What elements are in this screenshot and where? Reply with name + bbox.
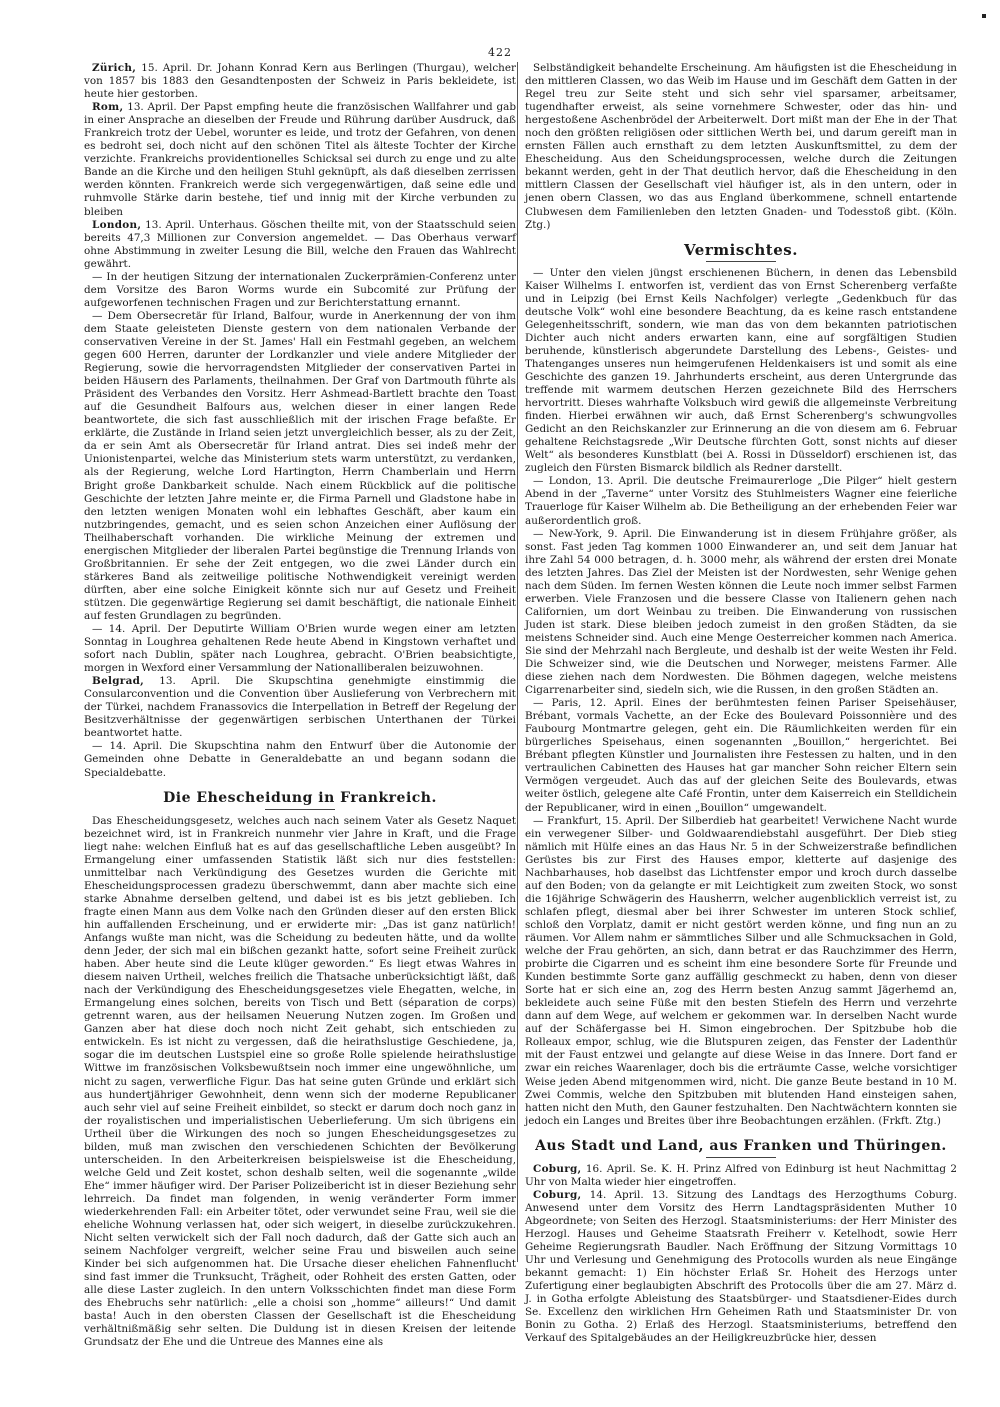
- news-item: [525, 267, 957, 476]
- left-column: [84, 62, 516, 1350]
- heading-rule: [706, 1157, 776, 1158]
- news-item: [84, 219, 516, 271]
- news-item: [84, 62, 516, 101]
- news-text: 16. April. Se. K. H. Prinz Alfred von Edinburg ist heut Nachmittag 2 Uhr von Malta wieder hier eingetroffen.: [525, 1162, 957, 1188]
- dateline: Belgrad,: [92, 675, 145, 688]
- dateline: Rom,: [92, 101, 124, 114]
- right-column: [525, 62, 957, 1345]
- page-number: 422: [488, 46, 512, 59]
- news-item: [84, 815, 516, 1350]
- news-item: [84, 623, 516, 675]
- news-text: — Paris, 12. April. Eines der berühmtesten feinen Pariser Speisehäuser, Brébant, vormals Vachette, an der Ecke des Boulevard Poissonnière und des Faubourg Montmartre gelegen, geht ein. Die Räumlichkeiten werden für ein bürgerliches Speisehaus, einen sogenannten „Bouillon,“ hergerichtet. Bei Brébant pflegten Künstler und Journalisten ihre Festessen zu halten, und in den vertraulichen Cabinetten des Hauses hat gar mancher Sohn reicher Eltern sein Vermögen vergeudet. Auch das auf der gleichen Seite des Boulevards, etwas weiter östlich, gelegene alte Café Frontin, unter dem Kaiserreich ein Stelldichein der Republicaner, wird in einen „Bouillon“ umgewandelt.: [525, 697, 957, 814]
- section-heading: Aus Stadt und Land, aus Franken und Thüringen.: [535, 1137, 947, 1154]
- news-text: 14. April. 13. Sitzung des Landtags des Herzogthums Coburg. Anwesend unter dem Vorsitz des Herrn Landtagspräsidenten Muther 10 Abgeordnete; von Seiten des Herzogl. Staatsministeriums: der Herr Minister des Herzogl. Hauses und Geheime Staatsrath Freiherr v. Ketelhodt, sowie Herr Geheime Regierungsrath Baudler. Nach Eröffnung der Sitzung Vormittags 10 Uhr und Verlesung und Genehmigung des Protocolls wurden als neue Eingänge bekannt gemacht: 1) Ein höchster Erlaß Sr. Hoheit des Herzogs unter Zufertigung einer beglaubigten Abschrift des Protocolls über die am 27. März d. J. in Gotha erfolgte Ableistung des Staatsbürger- und Staatsdiener-Eides durch Se. Excellenz den wirklichen Hrn Geheimen Rath und Staatsminister Dr. von Bonin zu Gotha. 2) Erlaß des Herzogl. Staatsministeriums, betreffend den Verkauf des Spitalgebäudes an der Heiligkreuzbrücke hier, dessen: [525, 1188, 957, 1345]
- news-text: Selbständigkeit behandelte Erscheinung. Am häufigsten ist die Ehescheidung in den mittleren Classen, wo das Weib im Hause und im Geschäft dem Gatten in der Regel treu zur Seite steht und sich sehr viel sparsamer, arbeitsamer, tugendhafter erweist, als seine vornehmere Schwester, oder das hin- und hergestoßene Aschenbrödel der Arbeiterwelt. Dort mißt man der Ehe in der That noch den größten religiösen oder sittlichen Werth bei, und darum gereift man in ernsten Fällen auch ernsthaft zu dem letzten Auskunftsmittel, zu dem der Ehescheidung. Aus den Scheidungsprocessen, welche durch die Zeitungen bekannt werden, geht in der That deutlich hervor, daß die Ehescheidung in den mittlern Classen der Gesellschaft viel häufiger ist, als in den untern, oder in jenen obern Classen, wo das aus England überkommene, schnell entartende Clubwesen dem Familienleben den letzten Gnaden- und Todesstoß gibt. (Köln. Ztg.): [525, 62, 957, 231]
- news-text: — Unter den vielen jüngst erschienenen Büchern, in denen das Lebensbild Kaiser Wilhelms I. entworfen ist, verdient das von Ernst Scherenberg verfaßte und in Leipzig (bei Ernst Keils Nachfolger) verlegte „Gedenkbuch für das deutsche Volk“ wohl eine besondere Beachtung, da es keine rasch entstandene Gelegenheitsschrift, sondern, wie man das von dem bekannten patriotischen Dichter auch nicht anders erwarten kann, eine auf sorgfältigen Studien beruhende, künstlerisch abgerundete Darstellung des Lebens-, Geistes- und Thatenganges unseres nun heimgerufenen Heldenkaisers ist und somit als eine Geschichte des ganzen 19. Jahrhunderts erscheint, aus deren Untergrunde das treffende mit warmem deutschen Herzen gezeichnete Bild des Herrschers hervortritt. Dieses wahrhafte Volksbuch wird gewiß die allgemeinste Verbreitung finden. Hierbei erwähnen wir auch, daß Ernst Scherenberg's schwungvolles Gedicht an den Reichskanzler zur Erinnerung an die von diesem am 6. Februar gehaltene Reichstagsrede „Wir Deutsche fürchten Gott, sonst nichts auf dieser Welt“ als besonderes Kunstblatt (bei A. Rossi in Düsseldorf) erschienen ist, das zugleich den Fürsten Bismarck bildlich als Redner darstellt.: [525, 266, 957, 475]
- section-heading: Vermischtes.: [684, 240, 798, 259]
- news-text: Das Ehescheidungsgesetz, welches auch nach seinem Vater als Gesetz Naquet bezeichnet wird, ist in Frankreich nunmehr vier Jahre in Kraft, und die Frage liegt nahe: welchen Einfluß hat es auf das gesellschaftliche Leben ausgeübt? In Ermangelung einer umfassenden Statistik läßt sich nur dies feststellen: unmittelbar nach Verkündigung des Gesetzes wurden die Gerichte mit Ehescheidungsprocessen gradezu überschwemmt, dann aber machte sich eine starke Abnahme derselben geltend, und dabei ist es bis jetzt geblieben. Ich fragte einen Mann aus dem Volke nach den Gründen dieser auf den ersten Blick hin auffallenden Erscheinung, und er erwiderte mir: „Das ist ganz natürlich! Anfangs wußte man nicht, was die Scheidung zu bedeuten hätte, und da wollte denn Jeder, der sich mal ein bißchen gezankt hatte, sofort seine Freiheit zurück haben. Aber heute sind die Leute klüger geworden.“ Es liegt etwas Wahres in diesem naiven Urtheil, welches freilich die Thatsache unberücksichtigt läßt, daß nach der Verkündigung des Ehescheidungsgesetzes viele Ehegatten, welche, in Ermangelung eines solchen, bereits von Tisch und Bett (séparation de corps) getrennt waren, aus der heilsamen Neuerung Nutzen zogen. Im Großen und Ganzen aber hat diese doch noch nicht Zeit gehabt, sich entschieden zu entwickeln. Es ist nicht zu vergessen, daß die heirathslustige Geschiedene, ja, sogar die im deutschen Lustspiel eine so große Rolle spielende heirathslustige Wittwe im französischen Volksbewußtsein noch immer eine ungewöhnliche, um nicht zu sagen, verwerfliche Figur. Das hat seine guten Gründe und erklärt sich aus hundertjähriger Gewohnheit, denn wenn sich der moderne Republicaner auch sehr viel auf seine Freiheit einbildet, so steckt er darum doch noch ganz in der royalistischen und imperialistischen Ueberlieferung. Um sich übrigens ein Urtheil über die Wirkungen des noch so jungen Ehescheidungsgesetzes zu bilden, muß man zwischen den verschiedenen Schichten der Bevölkerung unterscheiden. In den Arbeiterkreisen beispielsweise ist die Ehescheidung, welche Geld und Zeit kostet, schon deshalb selten, weil die sogenannte „wilde Ehe“ immer häufiger wird. Der Pariser Polizeibericht ist in dieser Beziehung sehr lehrreich. Da findet man folgenden, in wenig veränderter Form immer wiederkehrenden Fall: ein Arbeiter tötet, oder verwundet seine Frau, weil sie die eheliche Wohnung verlassen hat, oder sich weigert, in dieselbe zurückzukehren. Nicht selten verwickelt sich der Fall noch dadurch, daß der Gatte sich auch an seinem Nachfolger vergreift, welcher seine Frau und bisweilen auch seine Kinder bei sich aufgenommen hat. Die Ursache dieser ehelichen Fahnenflucht sind fast immer die Trunksucht, Trägheit, oder Rohheit des ersten Gatten, oder alle diese Laster zugleich. In den untern Volksschichten findet man diese Form des Ehebruchs sehr natürlich: „elle a choisi son „homme“ ailleurs!“ Und damit basta! Auch in den obersten Classen der Gesellschaft ist die Ehescheidung verhältnißmäßig sehr selten. Die Duldung ist in diesen Kreisen der leitende Grundsatz der Ehe und die Untreue des Mannes eine als: [84, 814, 516, 1349]
- news-text: 13. April. Unterhaus. Göschen theilte mit, von der Staatsschuld seien bereits 47,3 Millionen zur Conversion angemeldet. — Das Oberhaus verwarf ohne Abstimmung in zweiter Lesung die Bill, welche den Frauen das Wahlrecht gewährt.: [84, 218, 516, 270]
- news-text: — 14. April. Der Deputirte William O'Brien wurde wegen einer am letzten Sonntag in Loughrea gehaltenen Rede heute Abend in Kingstown verhaftet und sofort nach Dublin, später nach Loughrea, gebracht. O'Brien beabsichtigte, morgen in Wexford einer Versammlung der Nationalliberalen beizuwohnen.: [84, 623, 516, 675]
- section-heading: Die Ehescheidung in Frankreich.: [163, 789, 437, 806]
- dateline: Coburg,: [533, 1188, 582, 1201]
- news-item: [525, 1163, 957, 1189]
- dateline: Coburg,: [533, 1162, 582, 1175]
- page-corner-mark: [982, 14, 986, 18]
- news-item: [525, 528, 957, 698]
- news-text: — 14. April. Die Skupschtina nahm den Entwurf über die Autonomie der Gemeinden ohne Debatte in Generaldebatte an und begann sodann die Specialdebatte.: [84, 740, 516, 779]
- news-item: [84, 271, 516, 310]
- news-text: — Dem Obersecretär für Irland, Balfour, wurde in Anerkennung der von ihm dem Staate geleisteten Dienste gestern von dem nationalen Verbande der conservativen Vereine in der St. James' Hall ein Festmahl gegeben, an welchem gegen 600 Herren, darunter der Lordkanzler und viele andere Mitglieder der Regierung, sowie die hervorragendsten Mitglieder der conservativen Partei in beiden Häusern des Parlaments, theilnahmen. Der Graf von Dartmouth führte als Präsident des Verbandes den Vorsitz. Herr Ashmead-Bartlett brachte den Toast auf die Gesundheit Balfours aus, welchen dieser in einer langen Rede beantwortete, die sich fast ausschließlich mit der irischen Frage befaßte. Er erklärte, die Zustände in Irland seien jetzt unvergleichlich besser, als zu der Zeit, da er sein Amt als Obersecretär für Irland antrat. Dies sei indeß mehr der Unionistenpartei, welche das Ministerium stets warm unterstützt, zu verdanken, als der Regierung, welche Lord Hartington, Herrn Chamberlain und Herrn Bright große Dankbarkeit schulde. Nach einem Rückblick auf die politische Geschichte der letzten Jahre meinte er, die Firma Parnell und Gladstone habe in den letzten wenigen Monaten wohl ein lebhaftes Geschäft, aber kaum ein nutzbringendes, gemacht, und es seien schon Anzeichen einer Auflösung der Theilhaberschaft vorhanden. Die wirkliche Meinung der extremen und energischen Mitglieder der liberalen Partei begünstige die Trennung Irlands von Großbritannien. Er sehe der Zeit entgegen, wo die zwei Länder durch ein stärkeres Band als zeitweilige politische Nothwendigkeit vereinigt werden dürften, aber eine solche Einigkeit könnte sich nur auf Gesetz und Freiheit stützen. Die gegenwärtige Regierung sei damit beschäftigt, die nationale Einheit auf festen Grundlagen zu begründen.: [84, 309, 516, 622]
- news-text: — New-York, 9. April. Die Einwanderung ist in diesem Frühjahre größer, als sonst. Fast jeden Tag kommen 1000 Einwanderer an, und seit dem Januar hat ihre Zahl 54 000 betragen, d. h. 3000 mehr, als während der ersten drei Monate des letzten Jahres. Das Ziel der Meisten ist der Nordwesten, sehr Wenige gehen nach dem Süden. Im fernen Westen können die Leute noch immer selbst Farmen erwerben. Viele Franzosen und die bessere Classe von Italienern gehen nach Californien, um dort Weinbau zu treiben. Die Einwanderung von russischen Juden ist stark. Diese bleiben jedoch zumeist in den großen Städten, da sie meistens Schneider sind. Auch eine Menge Oesterreicher kommen nach America. Sie sind der Mehrzahl nach Bergleute, und deshalb ist der weite Westen ihr Feld. Die Schweizer sind, wie die Deutschen und Norweger, meistens Farmer. Alle diese ziehen nach dem Nordwesten. Die Böhmen dagegen, welche meistens Cigarrenarbeiter sind, siedeln sich, wie die Russen, in den großen Städten an.: [525, 527, 957, 697]
- news-item: [84, 310, 516, 623]
- news-item: [84, 101, 516, 218]
- heading-rule: [706, 261, 776, 262]
- news-text: 15. April. Dr. Johann Konrad Kern aus Berlingen (Thurgau), welcher von 1857 bis 1883 den Gesandtenposten der Schweiz in Paris bekleidete, ist heute hier gestorben.: [84, 62, 516, 101]
- news-item: [525, 697, 957, 814]
- news-text: — In der heutigen Sitzung der internationalen Zuckerprämien-Conferenz unter dem Vorsitze des Baron Worms wurde ein Subcomité zur Prüfung der aufgeworfenen technischen Fragen und zur Berichterstattung ernannt.: [84, 270, 516, 309]
- news-text: — London, 13. April. Die deutsche Freimaurerloge „Die Pilger“ hielt gestern Abend in der „Taverne“ unter Vorsitz des Stuhlmeisters Wagner eine feierliche Trauerloge für Kaiser Wilhelm ab. Die Betheiligung an der erhebenden Feier war außerordentlich groß.: [525, 475, 957, 527]
- news-item: [525, 475, 957, 527]
- news-item: [84, 675, 516, 740]
- news-text: 13. April. Der Papst empfing heute die französischen Wallfahrer und gab in einer Ansprache an dieselben der Freude und Rührung darüber Ausdruck, daß Frankreich trotz der Uebel, worunter es leide, und trotz der Gefahren, von denen es bedroht sei, doch nicht auf den schönen Titel als älteste Tochter der Kirche verzichte. Frankreichs providentionelles Schicksal sei durch zu enge und zu alte Bande an die Kirche und den heiligen Stuhl geknüpft, als daß dieselben zerrissen werden könnten. Frankreich werde sich vergegenwärtigen, daß seine edle und ruhmvolle Stärke darin bestehe, tief und innig mit der Kirche verbunden zu bleiben: [84, 101, 516, 218]
- dateline: Zürich,: [92, 62, 137, 74]
- dateline: London,: [92, 218, 142, 231]
- heading-rule: [265, 809, 335, 810]
- news-item: [525, 62, 957, 232]
- news-text: 13. April. Die Skupschtina genehmigte einstimmig die Consularconvention und die Convention über Auslieferung von Verbrechern mit der Türkei, nachdem Franassovics die Interpellation in Betreff der Regelung der Besitzverhältnisse der gegenwärtigen serbischen Unterthanen der Türkei beantwortet hatte.: [84, 675, 516, 740]
- column-divider: [517, 62, 518, 1262]
- news-item: [525, 1189, 957, 1346]
- news-text: — Frankfurt, 15. April. Der Silberdieb hat gearbeitet! Verwichene Nacht wurde ein verwegener Silber- und Goldwaarendiebstahl ausgeführt. Der Dieb stieg nämlich mit Hülfe eines an das Haus Nr. 5 in der Schweizerstraße befindlichen Gerüstes bis zur First des Hauses empor, kletterte auf dasjenige des Nachbarhauses, hob daselbst das Lichtfenster empor und kroch durch dasselbe auf den Boden; von da gelangte er mit Leichtigkeit zum zweiten Stock, wo sonst die 16jährige Schwägerin des Hausherrn, welcher augenblicklich verreist ist, zu schlafen pflegt, diesmal aber bei ihrer Schwester im unteren Stock schlief, schloß den Vorplatz, damit er nicht gestört werden könne, und fing nun an zu räumen. Vor Allem nahm er sämmtliches Silber und alle Schmucksachen in Gold, welche der Frau gehörten, an sich, dann betrat er das Rauchzimmer des Herrn, probirte die Cigarren und es scheint ihm eine besondere Sorte für Freunde und Kunden bestimmte Sorte ganz auffällig geschmeckt zu haben, denn von dieser Sorte hat er sich eine an, zog des Herrn besten Anzug sammt Jägerhemd an, bekleidete auch seine Füße mit den besten Stiefeln des Herrn und verzehrte dann auf dem Wege, auf welchem er gekommen war. In derselben Nacht wurde auf der Schäfergasse bei H. Simon eingebrochen. Der Spitzbube hob die Rolleaux empor, schlug, wie die Blutspuren zeigen, das Fenster der Ladenthür mit der Faust entzwei und gelangte auf diese Weise in das Innere. Dort fand er zwar ein reiches Waarenlager, doch bis die erträumte Casse, welche vorsichtiger Weise jeden Abend mitgenommen wird, nicht. Die ganze Beute bestand in 10 M. Zwei Commis, welche den Spitzbuben mit blutenden Hand einsteigen sahen, hatten nicht den Muth, den Gauner festzuhalten. Den Nachtwächtern konnten sie jedoch ein Langes und Breites über ihre Beobachtungen erzählen. (Frkft. Ztg.): [525, 814, 957, 1127]
- news-item: [525, 815, 957, 1128]
- news-item: [84, 740, 516, 779]
